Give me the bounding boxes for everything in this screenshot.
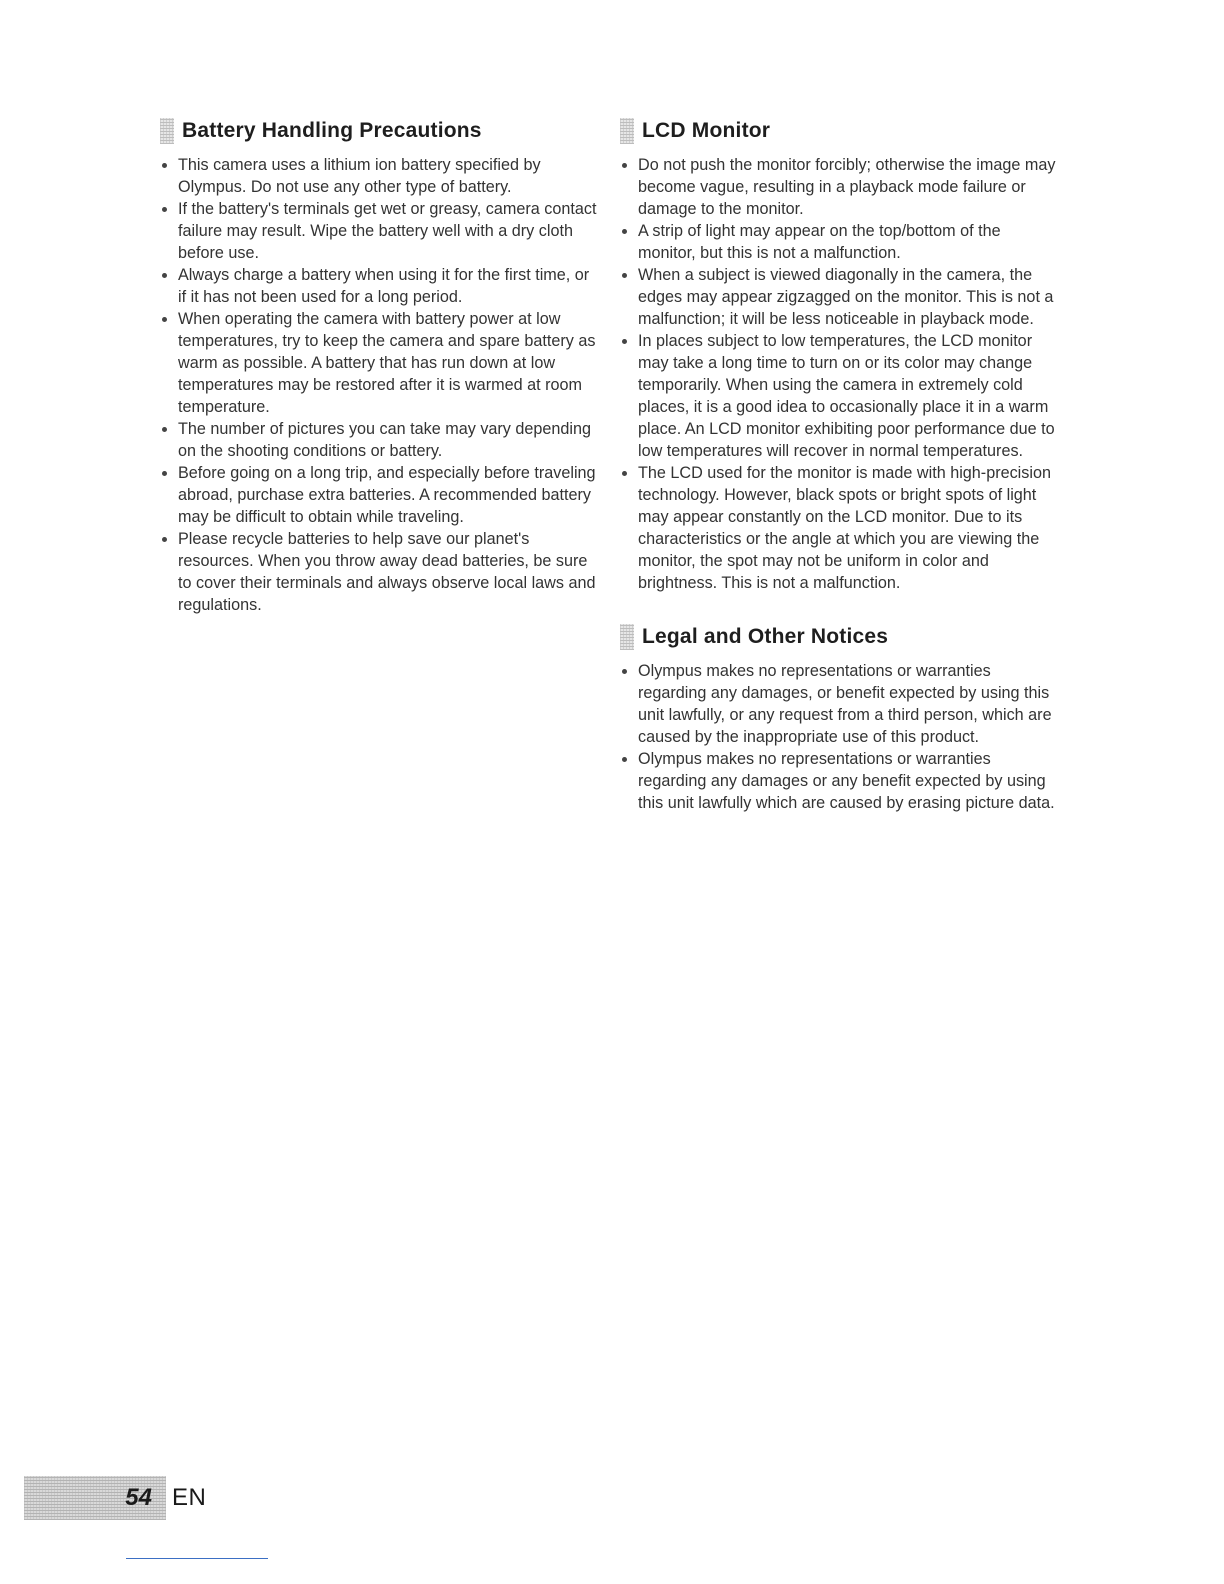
list-item: Before going on a long trip, and especially before traveling abroad, purchase extra batteries. A recommended battery may be difficult to obtain while traveling.	[160, 462, 600, 528]
section-marker-icon	[160, 118, 174, 144]
list-item: The LCD used for the monitor is made with high-precision technology. However, black spots or bright spots of light may appear constantly on the LCD monitor. Due to its characteristics or the angle at which you are viewing the monitor, the spot may not be uniform in color and brightness. This is not a malfunction.	[620, 462, 1060, 594]
page-number: 54	[125, 1484, 152, 1511]
section-marker-icon	[620, 624, 634, 650]
lcd-section	[620, 112, 1060, 594]
section-heading	[620, 618, 1060, 656]
legal-section	[620, 618, 1060, 814]
lcd-list	[620, 154, 1060, 594]
list-item: Always charge a battery when using it for the first time, or if it has not been used for a long period.	[160, 264, 600, 308]
list-item: When operating the camera with battery power at low temperatures, try to keep the camera and spare battery as warm as possible. A battery that has run down at low temperatures may be restored after it is warmed at room temperature.	[160, 308, 600, 418]
page-number-tab	[24, 1476, 166, 1520]
battery-section	[160, 112, 600, 616]
left-column	[160, 112, 600, 640]
bottom-divider	[126, 1558, 268, 1559]
legal-list	[620, 660, 1060, 814]
section-heading	[620, 112, 1060, 150]
list-item: This camera uses a lithium ion battery specified by Olympus. Do not use any other type of battery.	[160, 154, 600, 198]
list-item: In places subject to low temperatures, the LCD monitor may take a long time to turn on or its color may change temporarily. When using the camera in extremely cold places, it is a good idea to occasionally place it in a warm place. An LCD monitor exhibiting poor performance due to low temperatures will recover in normal temperatures.	[620, 330, 1060, 462]
legal-heading: Legal and Other Notices	[642, 625, 889, 648]
section-heading	[160, 112, 600, 150]
list-item: A strip of light may appear on the top/bottom of the monitor, but this is not a malfunction.	[620, 220, 1060, 264]
page-language: EN	[172, 1484, 207, 1511]
battery-list	[160, 154, 600, 616]
right-column	[620, 112, 1060, 838]
lcd-heading: LCD Monitor	[642, 119, 771, 142]
list-item: Please recycle batteries to help save our planet's resources. When you throw away dead batteries, be sure to cover their terminals and always observe local laws and regulations.	[160, 528, 600, 616]
list-item: The number of pictures you can take may vary depending on the shooting conditions or battery.	[160, 418, 600, 462]
list-item: Do not push the monitor forcibly; otherwise the image may become vague, resulting in a playback mode failure or damage to the monitor.	[620, 154, 1060, 220]
battery-heading: Battery Handling Precautions	[182, 119, 482, 142]
list-item: Olympus makes no representations or warranties regarding any damages, or benefit expected by using this unit lawfully, or any request from a third person, which are caused by the inappropriate use of this product.	[620, 660, 1060, 748]
section-marker-icon	[620, 118, 634, 144]
page-footer	[24, 1476, 206, 1520]
list-item: If the battery's terminals get wet or greasy, camera contact failure may result. Wipe the battery well with a dry cloth before use.	[160, 198, 600, 264]
list-item: Olympus makes no representations or warranties regarding any damages or any benefit expected by using this unit lawfully which are caused by erasing picture data.	[620, 748, 1060, 814]
list-item: When a subject is viewed diagonally in the camera, the edges may appear zigzagged on the monitor. This is not a malfunction; it will be less noticeable in playback mode.	[620, 264, 1060, 330]
